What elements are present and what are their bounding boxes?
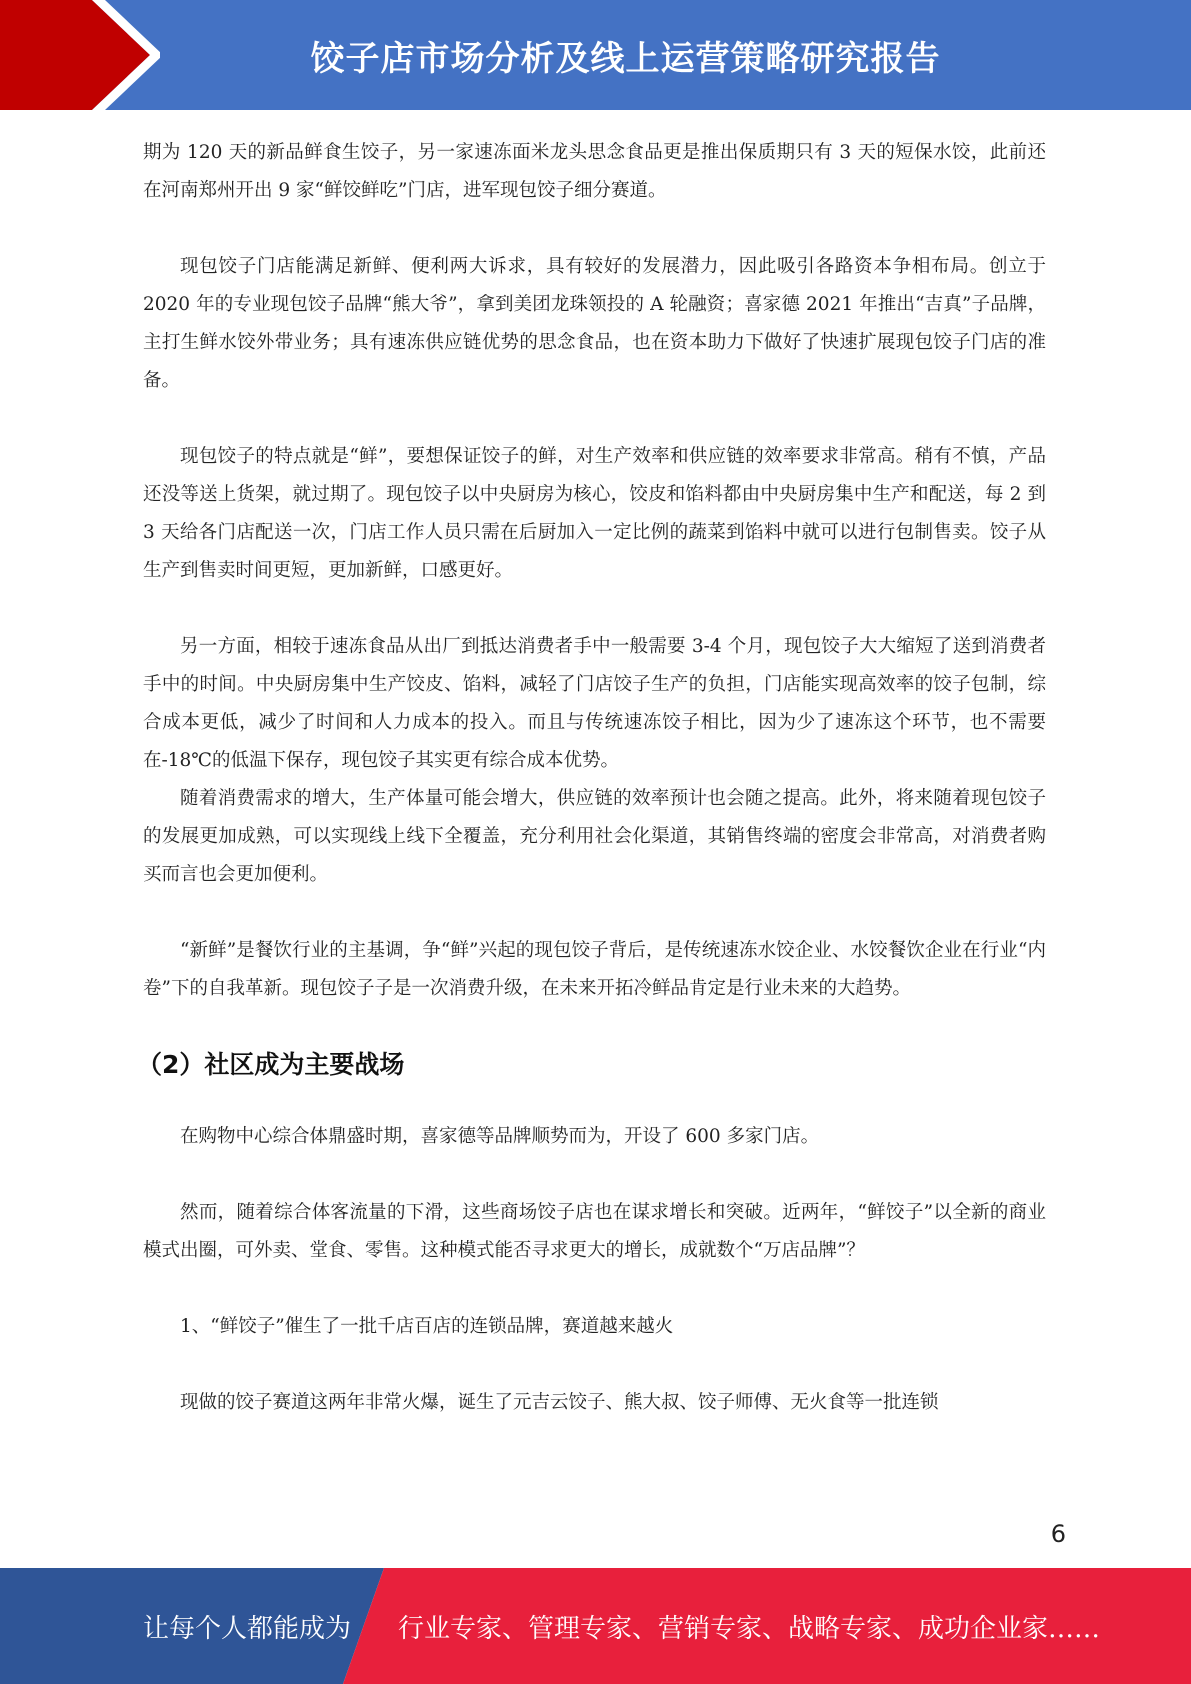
paragraph: 在购物中心综合体鼎盛时期，喜家德等品牌顺势而为，开设了 600 多家门店。 (180, 1126, 820, 1147)
page-header (0, 0, 1191, 110)
footer-slogan-left: 让每个人都能成为 (143, 1613, 352, 1644)
paragraph: 现做的饺子赛道这两年非常火爆，诞生了元吉云饺子、熊大叔、饺子师傅、无火食等一批连锁 (180, 1392, 939, 1413)
paragraph: 随着消费需求的增大，生产体量可能会增大，供应链的效率预计也会随之提高。此外，将来随着现包饺子的发展更加成熟，可以实现线上线下全覆盖，充分利用社会化渠道，其销售终端的密度会非常高，对消费者购买而言也会更加便利。 (143, 788, 1046, 885)
footer-slogan-right: 行业专家、管理专家、营销专家、战略专家、成功企业家…… (398, 1613, 1101, 1644)
section-heading: （2）社区成为主要战场 (137, 1050, 405, 1079)
paragraph: 然而，随着综合体客流量的下滑，这些商场饺子店也在谋求增长和突破。近两年，“鲜饺子”以全新的商业模式出圈，可外卖、堂食、零售。这种模式能否寻求更大的增长，成就数个“万店品牌”？ (143, 1202, 1046, 1261)
paragraph: 另一方面，相较于速冻食品从出厂到抵达消费者手中一般需要 3-4 个月，现包饺子大大缩短了送到消费者手中的时间。中央厨房集中生产饺皮、馅料，减轻了门店饺子生产的负担，门店能实现高效率的饺子包制，综合成本更低，减少了时间和人力成本的投入。而且与传统速冻饺子相比，因为少了速冻这个环节，也不需要在-18℃的低温下保存，现包饺子其实更有综合成本优势。 (143, 636, 1046, 771)
paragraph: “新鲜”是餐饮行业的主基调，争“鲜”兴起的现包饺子背后，是传统速冻水饺企业、水饺餐饮企业在行业“内卷”下的自我革新。现包饺子子是一次消费升级，在未来开拓冷鲜品肯定是行业未来的大趋势。 (143, 940, 1046, 999)
list-heading: 1、“鲜饺子”催生了一批千店百店的连锁品牌，赛道越来越火 (180, 1316, 674, 1337)
page-title: 饺子店市场分析及线上运营策略研究报告 (310, 38, 941, 79)
paragraph: 期为 120 天的新品鲜食生饺子，另一家速冻面米龙头思念食品更是推出保质期只有 3 天的短保水饺，此前还在河南郑州开出 9 家“鲜饺鲜吃”门店，进军现包饺子细分赛道。 (143, 142, 1046, 201)
page-footer (0, 1568, 1191, 1684)
paragraph: 现包饺子的特点就是“鲜”，要想保证饺子的鲜，对生产效率和供应链的效率要求非常高。稍有不慎，产品还没等送上货架，就过期了。现包饺子以中央厨房为核心，饺皮和馅料都由中央厨房集中生产和配送，每 2 到 3 天给各门店配送一次，门店工作人员只需在后厨加入一定比例的蔬菜到馅料中就可以进行包制售卖。饺子从生产到售卖时间更短，更加新鲜，口感更好。 (143, 446, 1046, 581)
document-body (137, 134, 1046, 1422)
page-number: 6 (1050, 1520, 1066, 1548)
paragraph: 现包饺子门店能满足新鲜、便利两大诉求，具有较好的发展潜力，因此吸引各路资本争相布局。创立于 2020 年的专业现包饺子品牌“熊大爷”，拿到美团龙珠领投的 A 轮融资；喜家德 2021 年推出“吉真”子品牌，主打生鲜水饺外带业务；具有速冻供应链优势的思念食品，也在资本助力下做好了快速扩展现包饺子门店的准备。 (143, 256, 1046, 391)
